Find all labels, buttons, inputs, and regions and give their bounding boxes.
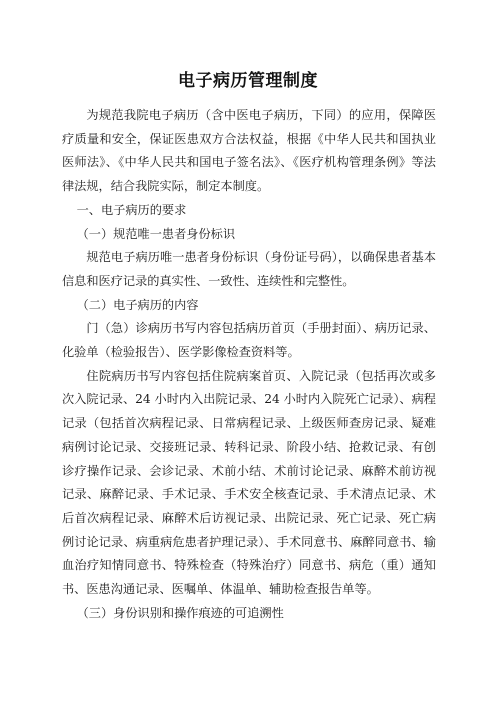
subsection-heading-identity: （一）规范唯一患者身份标识 [76, 226, 236, 241]
document-body [62, 104, 436, 625]
subsection-heading-content: （二）电子病历的内容 [76, 297, 199, 312]
section-heading-requirements: 一、电子病历的要求 [76, 202, 187, 217]
identity-paragraph: 规范电子病历唯一患者身份标识（身份证号码），以确保患者基本信息和医疗记录的真实性、一致性、连续性和完整性。 [62, 250, 436, 288]
inpatient-paragraph: 住院病历书写内容包括住院病案首页、入院记录（包括再次或多次入院记录、24 小时内入出院记录、24 小时内入院死亡记录）、病程记录（包括首次病程记录、日常病程记录、上级医师查房记录、疑难病例讨论记录、交接班记录、转科记录、阶段小结、抢救记录、有创诊疗操作记录、会诊记录、术前小结、术前讨论记录、麻醉术前访视记录、麻醉记录、手术记录、手术安全核查记录、手术清点记录、术后首次病程记录、麻醉术后访视记录、出院记录、死亡记录、死亡病例讨论记录、病重病危患者护理记录）、手术同意书、麻醉同意书、输血治疗知情同意书、特殊检查（特殊治疗）同意书、病危（重）通知书、医患沟通记录、医嘱单、体温单、辅助检查报告单等。 [62, 368, 436, 597]
outpatient-paragraph: 门（急）诊病历书写内容包括病历首页（手册封面）、病历记录、化验单（检验报告）、医学影像检查资料等。 [62, 321, 436, 360]
document-title: 电子病历管理制度 [178, 71, 318, 91]
subsection-heading-traceability: （三）身份识别和操作痕迹的可追溯性 [76, 605, 284, 620]
intro-paragraph: 为规范我院电子病历（含中医电子病历，下同）的应用，保障医疗质量和安全，保证医患双方合法权益，根据《中华人民共和国执业医师法》、《中华人民共和国电子签名法》、《医疗机构管理条例》等法律法规，结合我院实际，制定本制度。 [62, 108, 436, 194]
